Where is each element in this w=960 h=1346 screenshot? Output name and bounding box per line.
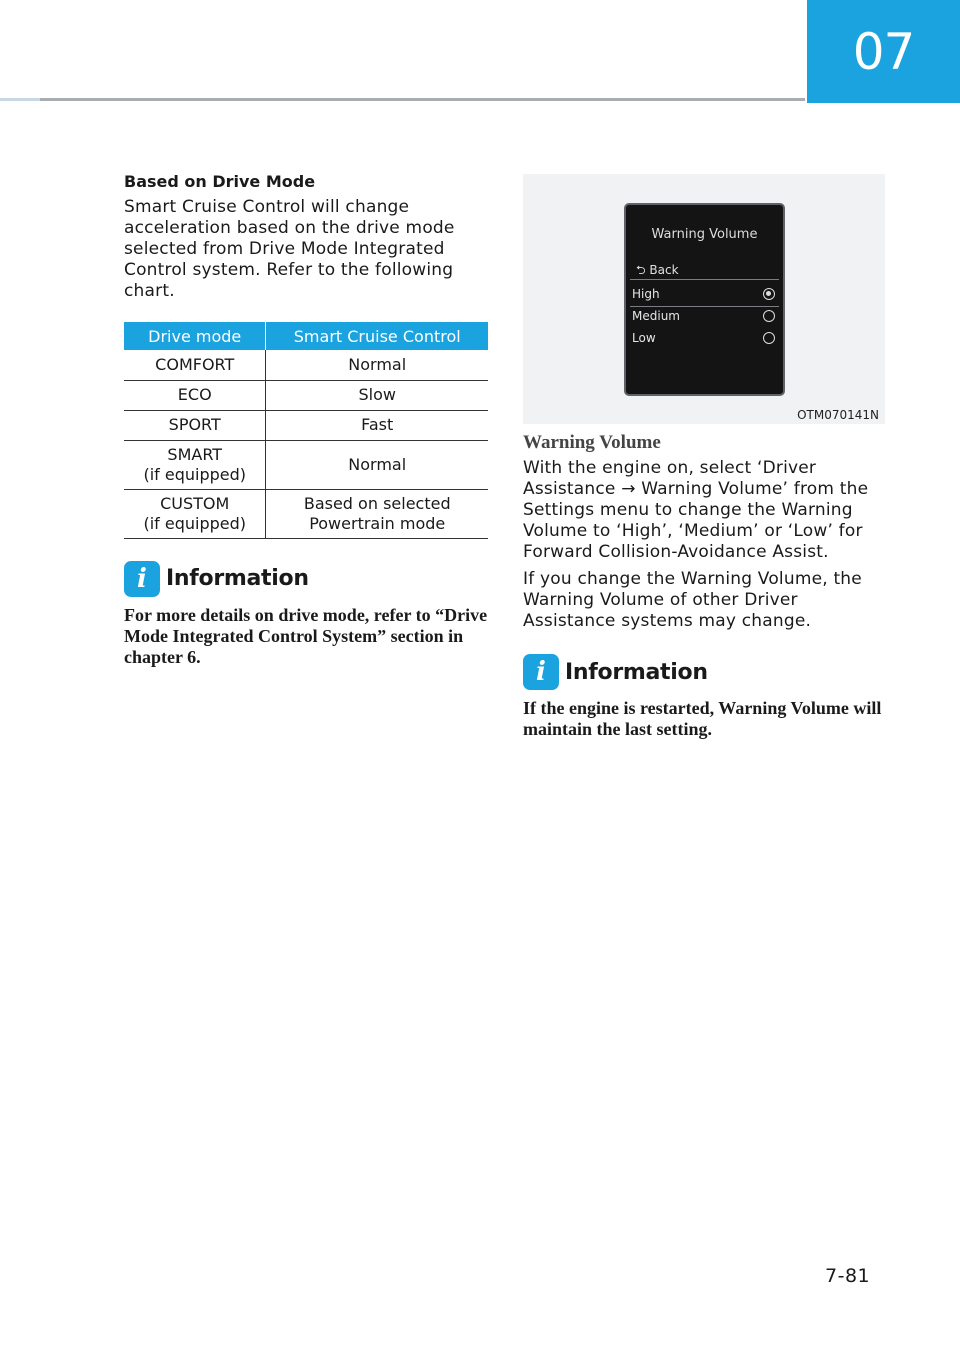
chapter-tab: 07 [807, 0, 960, 103]
screen-back-label: ⮌ Back [636, 263, 679, 277]
table-cell-value: Slow [266, 380, 488, 410]
table-row [124, 489, 488, 538]
page-number: 7-81 [825, 1265, 871, 1287]
table-cell-value-line: Based on selected [303, 493, 451, 513]
screen-option-label: Low [632, 331, 656, 345]
table-cell-mode: COMFORT [124, 350, 266, 380]
table-cell-mode-note: (if equipped) [143, 464, 246, 484]
info-header [523, 654, 885, 690]
figure-code: OTM070141N [797, 408, 879, 422]
header-rule [0, 98, 805, 101]
warning-volume-title: Warning Volume [523, 432, 661, 453]
table-row [124, 440, 488, 489]
header-rule-accent [0, 98, 40, 101]
info-block-warning-volume [523, 654, 885, 740]
info-icon: i [523, 654, 559, 690]
table-cell-mode-name: SMART [167, 444, 223, 464]
info-title: Information [166, 566, 309, 591]
table-cell-value: Normal [266, 440, 488, 489]
screen-option-label: High [632, 287, 660, 301]
table-header-cell: Drive mode [124, 322, 266, 350]
drive-mode-table [124, 322, 488, 539]
warning-volume-paragraph: If you change the Warning Volume, the Warning Volume of other Driver Assistance systems may change. [523, 569, 862, 631]
screen-option-label: Medium [632, 309, 680, 323]
table-cell-mode: ECO [124, 380, 266, 410]
drive-mode-paragraph: Smart Cruise Control will change acceleration based on the drive mode selected from Drive Mode Integrated Control system. Refer to the following chart. [124, 197, 455, 301]
table-header-cell: Smart Cruise Control [266, 322, 488, 350]
radio-icon [763, 310, 775, 322]
table-cell-value: Fast [266, 410, 488, 440]
table-cell-value [266, 489, 488, 538]
info-body: For more details on drive mode, refer to “Drive Mode Integrated Control System” section in chapter 6. [124, 604, 488, 667]
screen-title: Warning Volume [651, 227, 758, 242]
table-cell-mode: SPORT [124, 410, 266, 440]
warning-volume-paragraph: With the engine on, select ‘Driver Assistance → Warning Volume’ from the Settings menu to change the Warning Volume to ‘High’, ‘Medium’ or ‘Low’ for Forward Collision-Avoidance Assist. [523, 458, 869, 562]
table-cell-value: Normal [266, 350, 488, 380]
screen-option-medium [632, 306, 775, 326]
table-row [124, 350, 488, 380]
warning-volume-figure [523, 174, 885, 424]
radio-icon [763, 332, 775, 344]
table-row [124, 410, 488, 440]
info-header [124, 561, 488, 597]
table-cell-value-line: Powertrain mode [309, 513, 446, 533]
screen-option-low [632, 328, 775, 348]
info-title: Information [565, 659, 708, 685]
info-body: If the engine is restarted, Warning Volume will maintain the last setting. [523, 698, 882, 739]
table-row [124, 380, 488, 410]
info-block-drive-mode [124, 561, 488, 668]
table-cell-mode-name: CUSTOM [160, 493, 230, 513]
radio-selected-icon [763, 288, 775, 300]
cluster-screen [624, 203, 785, 396]
screen-divider [630, 279, 779, 280]
info-icon: i [124, 561, 160, 597]
left-column [124, 172, 488, 668]
screen-option-high [632, 284, 775, 304]
drive-mode-subhead: Based on Drive Mode [124, 172, 316, 191]
right-column [523, 174, 885, 740]
table-cell-mode [124, 489, 266, 538]
table-header-row [124, 322, 488, 350]
table-cell-mode-note: (if equipped) [143, 513, 246, 533]
table-cell-mode [124, 440, 266, 489]
